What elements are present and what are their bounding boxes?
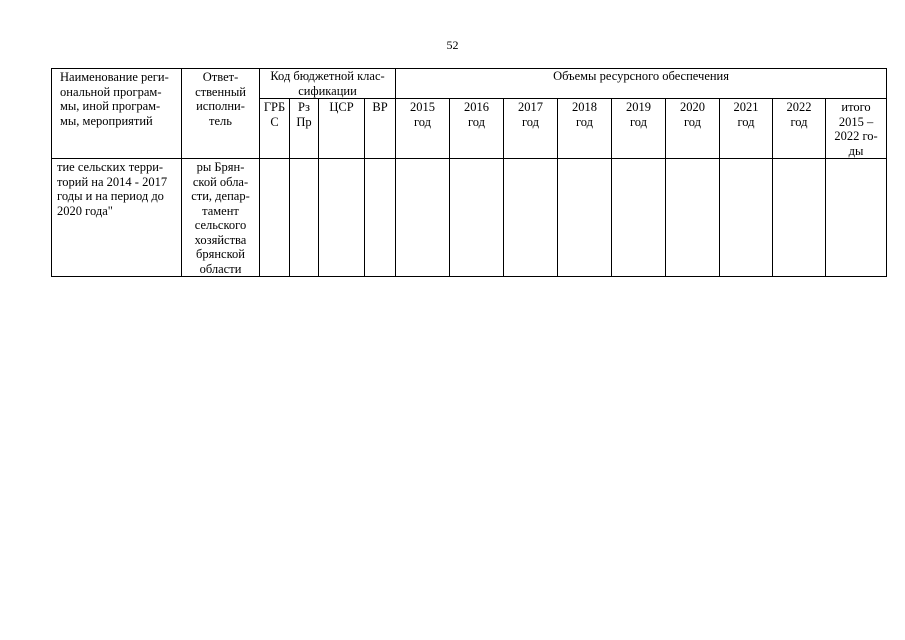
- row-2018-cell: [558, 159, 612, 277]
- row-2020-cell: [666, 159, 720, 277]
- row-rz-pr-cell: [290, 159, 319, 277]
- header-rz-pr: Рз Пр: [290, 99, 319, 159]
- header-total: итого 2015 – 2022 го- ды: [826, 99, 887, 159]
- row-executor-cell: ры Брян- ской обла- сти, депар- тамент сельского хозяйства брянской области: [182, 159, 260, 277]
- header-name-column: Наименование реги- ональной програм- мы, иной програм- мы, мероприятий: [52, 69, 182, 159]
- page-number: 52: [446, 38, 459, 52]
- header-year-2015: 2015 год: [396, 99, 450, 159]
- row-csr-cell: [319, 159, 365, 277]
- row-grbs-cell: [260, 159, 290, 277]
- row-2015-cell: [396, 159, 450, 277]
- header-year-2019: 2019 год: [612, 99, 666, 159]
- header-row-1: [52, 69, 887, 99]
- header-vr: ВР: [365, 99, 396, 159]
- row-2017-cell: [504, 159, 558, 277]
- row-total-cell: [826, 159, 887, 277]
- row-vr-cell: [365, 159, 396, 277]
- row-2022-cell: [773, 159, 826, 277]
- header-executor-column: Ответ- ственный исполни- тель: [182, 69, 260, 159]
- header-year-2017: 2017 год: [504, 99, 558, 159]
- row-name-cell: тие сельских терри- торий на 2014 - 2017 годы и на период до 2020 года": [52, 159, 182, 277]
- budget-table: [51, 68, 887, 277]
- row-2021-cell: [720, 159, 773, 277]
- header-year-2020: 2020 год: [666, 99, 720, 159]
- header-year-2018: 2018 год: [558, 99, 612, 159]
- header-year-2016: 2016 год: [450, 99, 504, 159]
- header-year-2022: 2022 год: [773, 99, 826, 159]
- table-row: [52, 159, 887, 277]
- header-resources-group: Объемы ресурсного обеспечения: [396, 69, 887, 99]
- row-2019-cell: [612, 159, 666, 277]
- header-csr: ЦСР: [319, 99, 365, 159]
- header-budget-code-group: Код бюджетной клас- сификации: [260, 69, 396, 99]
- header-year-2021: 2021 год: [720, 99, 773, 159]
- row-2016-cell: [450, 159, 504, 277]
- header-grbs: ГРБ С: [260, 99, 290, 159]
